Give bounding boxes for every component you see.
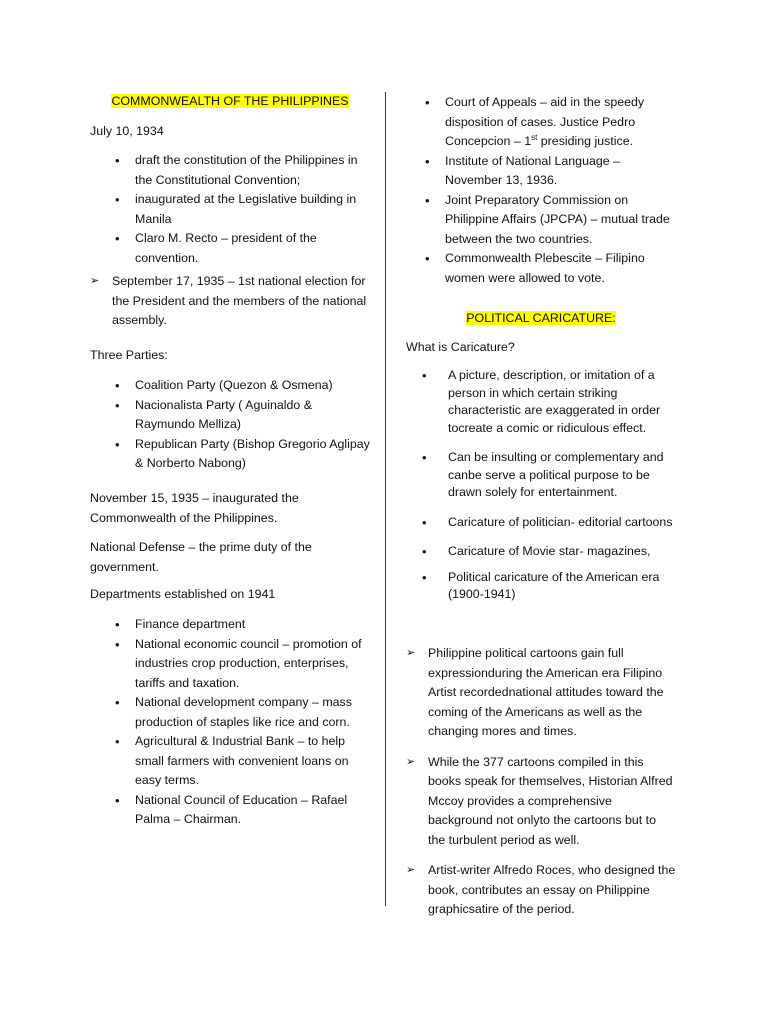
- list-item: • Caricature of Movie star- magazines,: [406, 543, 676, 561]
- list-item: • National Council of Education – Rafael Palma – Chairman.: [90, 791, 370, 830]
- list-item: • Court of Appeals – aid in the speedy disposition of cases. Justice Pedro Concepcion – 1st presiding justice.: [400, 93, 670, 152]
- parties-list: [90, 376, 370, 474]
- list-item: • Nacionalista Party ( Aguinaldo & Raymundo Melliza): [90, 396, 370, 435]
- list-item: • A picture, description, or imitation of a person in which certain striking characteristic are exaggerated in order tocreate a comic or ridiculous effect.: [406, 367, 676, 437]
- list-item: • Political caricature of the American era (1900-1941): [406, 569, 676, 604]
- departments-list: [90, 615, 370, 830]
- date-july-1934: July 10, 1934: [90, 124, 164, 138]
- list-item: • draft the constitution of the Philippines in the Constitutional Convention;: [90, 151, 370, 190]
- election-list: [90, 272, 370, 331]
- list-item: • Commonwealth Plebescite – Filipino women were allowed to vote.: [400, 249, 670, 288]
- national-defense-text: National Defense – the prime duty of the government.: [90, 540, 312, 574]
- list-item: ➢ September 17, 1935 – 1st national election for the President and the members of the national assembly.: [90, 272, 370, 331]
- list-item: • Can be insulting or complementary and canbe serve a political purpose to be drawn solely for entertainment.: [406, 449, 676, 502]
- list-item: • Republican Party (Bishop Gregorio Aglipay & Norberto Nabong): [90, 435, 370, 474]
- list-item: • inaugurated at the Legislative building in Manila: [90, 190, 370, 229]
- caricature-question: What is Caricature?: [406, 340, 515, 354]
- list-item: ➢ Artist-writer Alfredo Roces, who designed the book, contributes an essay on Philippine graphicsatire of the period.: [406, 861, 676, 920]
- list-item: • Institute of National Language – November 13, 1936.: [400, 152, 670, 191]
- list-item: • Finance department: [90, 615, 370, 635]
- departments-heading: Departments established on 1941: [90, 587, 276, 601]
- list-item: • Coalition Party (Quezon & Osmena): [90, 376, 370, 396]
- nov-1935-text: November 15, 1935 – inaugurated the Commonwealth of the Philippines.: [90, 491, 299, 525]
- list-item: ➢ Philippine political cartoons gain full expressionduring the American era Filipino Artist recordednational attitudes toward the coming of the Americans as well as the changing mores and times.: [406, 644, 676, 742]
- political-caricature-title: POLITICAL CARICATURE:: [466, 311, 616, 325]
- commonwealth-title: COMMONWEALTH OF THE PHILIPPINES: [111, 94, 349, 108]
- list-item: ➢ While the 377 cartoons compiled in this books speak for themselves, Historian Alfred Mccoy provides a comprehensive background not onlyto the cartoons but to the turbulent period as well.: [406, 753, 676, 851]
- column-divider: [385, 92, 386, 906]
- list-item: • Agricultural & Industrial Bank – to help small farmers with convenient loans on easy terms.: [90, 732, 370, 791]
- caricature-notes-list: [406, 644, 676, 920]
- list-item: • Caricature of politician- editorial cartoons: [406, 514, 676, 532]
- parties-heading: Three Parties:: [90, 348, 168, 362]
- list-item: • Claro M. Recto – president of the convention.: [90, 229, 370, 268]
- caricature-list: [406, 367, 676, 604]
- list-item: • National development company – mass production of staples like rice and corn.: [90, 693, 370, 732]
- list-item: • National economic council – promotion of industries crop production, enterprises, tariffs and taxation.: [90, 635, 370, 694]
- institutions-list: [400, 93, 670, 288]
- list-item: • Joint Preparatory Commission on Philippine Affairs (JPCPA) – mutual trade between the two countries.: [400, 191, 670, 250]
- convention-list: [90, 151, 370, 268]
